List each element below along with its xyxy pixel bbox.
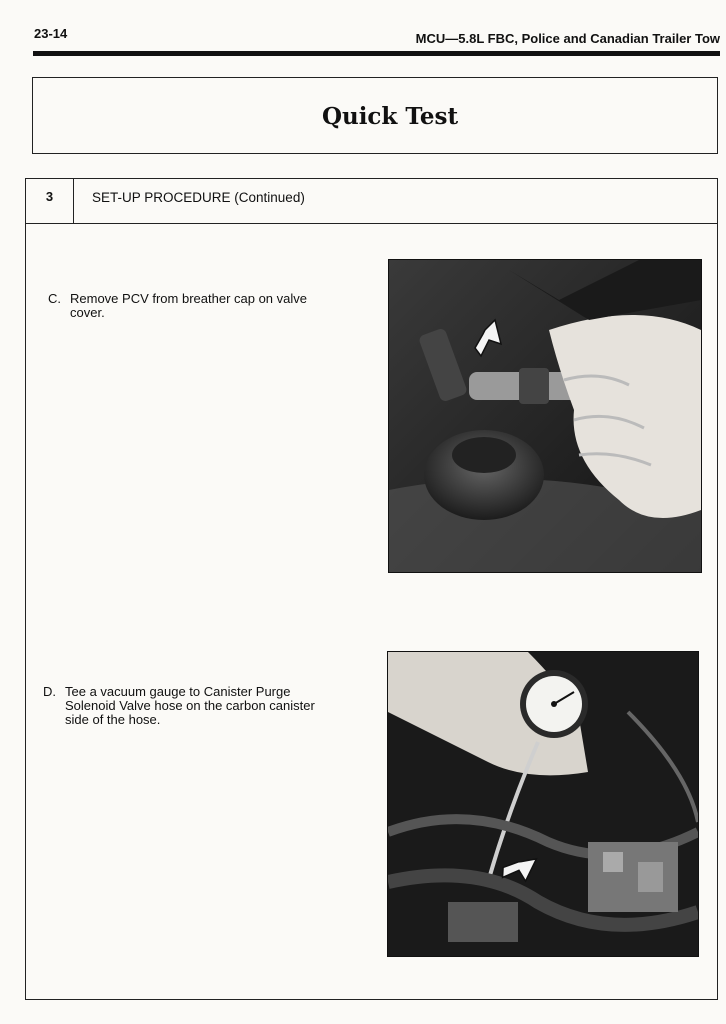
title-box xyxy=(32,77,718,154)
page-title: Quick Test xyxy=(321,103,459,130)
page-number: 23-14 xyxy=(34,26,68,41)
instruction-d xyxy=(43,685,327,727)
step-header-row xyxy=(26,179,717,224)
running-header: MCU—5.8L FBC, Police and Canadian Trailer Tow xyxy=(415,31,720,46)
procedure-box xyxy=(25,178,718,1000)
instruction-letter: D. xyxy=(43,684,56,699)
instruction-text: Remove PCV from breather cap on valve cover. xyxy=(70,291,307,320)
vacuum-gauge-photo xyxy=(387,651,699,957)
instruction-text: Tee a vacuum gauge to Canister Purge Solenoid Valve hose on the carbon canister side of the hose. xyxy=(65,684,315,727)
instruction-letter: C. xyxy=(48,291,61,306)
step-number: 3 xyxy=(26,179,74,223)
instruction-c xyxy=(48,292,332,320)
step-heading: SET-UP PROCEDURE (Continued) xyxy=(92,190,305,205)
pcv-valve-removal-photo xyxy=(388,259,702,573)
header-rule xyxy=(33,51,720,56)
